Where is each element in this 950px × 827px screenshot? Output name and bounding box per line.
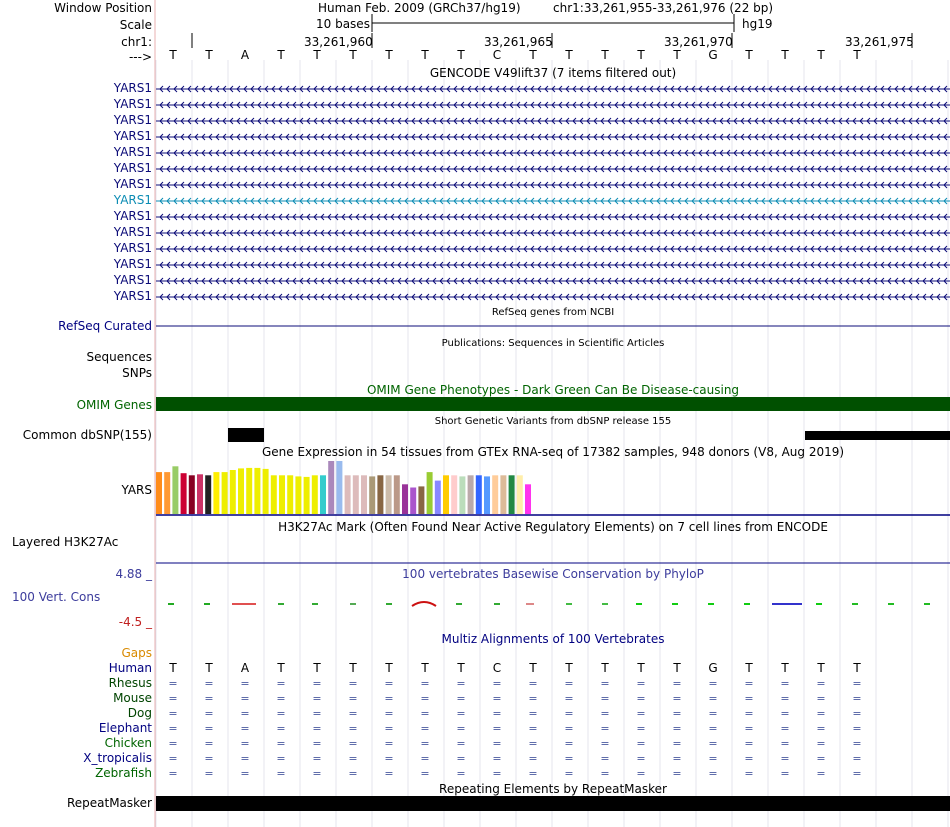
base-letter: T: [565, 48, 573, 62]
gtex-tissue-bar: [353, 475, 359, 514]
alignment-match: =: [456, 767, 466, 780]
gtex-tissue-bar: [156, 472, 162, 514]
alignment-match: =: [420, 767, 430, 780]
alignment-match: =: [204, 692, 214, 705]
alignment-match: =: [276, 752, 286, 765]
alignment-match: =: [744, 722, 754, 735]
gtex-tissue-bar: [181, 473, 187, 514]
conservation-title[interactable]: 100 vertebrates Basewise Conservation by PhyloP: [402, 567, 704, 581]
alignment-match: =: [312, 752, 322, 765]
base-letter: T: [637, 48, 645, 62]
alignment-match: =: [636, 707, 646, 720]
gtex-tissue-bar: [279, 475, 285, 514]
species-label: Elephant: [98, 721, 152, 735]
base-letter: G: [708, 48, 718, 62]
alignment-match: =: [780, 752, 790, 765]
scale-label: Scale: [119, 18, 152, 32]
alignment-match: =: [276, 722, 286, 735]
base-letter: T: [385, 48, 393, 62]
species-label: Chicken: [104, 736, 152, 750]
alignment-match: =: [636, 737, 646, 750]
gtex-tissue-bar: [164, 472, 170, 514]
species-label: Dog: [127, 706, 152, 720]
alignment-match: =: [528, 767, 538, 780]
gencode-item-label[interactable]: YARS1: [113, 193, 152, 207]
base-letter: A: [240, 48, 250, 62]
human-label: Human: [108, 661, 152, 675]
h3k27ac-title[interactable]: H3K27Ac Mark (Often Found Near Active Regulatory Elements) on 7 cell lines from ENCODE: [278, 520, 828, 534]
alignment-match: =: [204, 752, 214, 765]
repeatmasker-bar: [156, 796, 950, 811]
gtex-tissue-bar: [443, 475, 449, 514]
alignment-match: =: [672, 767, 682, 780]
alignment-match: =: [636, 722, 646, 735]
gtex-tissue-bar: [230, 470, 236, 514]
alignment-match: =: [672, 692, 682, 705]
human-base: A: [240, 661, 250, 675]
human-base: T: [637, 661, 645, 675]
gtex-tissue-bar: [238, 468, 244, 514]
alignment-match: =: [528, 707, 538, 720]
gtex-tissue-bar: [271, 475, 277, 514]
gtex-tissue-bar: [468, 475, 474, 514]
human-base: T: [529, 661, 537, 675]
gtex-tissue-bar: [361, 475, 367, 514]
alignment-match: =: [168, 752, 178, 765]
alignment-match: =: [312, 722, 322, 735]
alignment-match: =: [816, 722, 826, 735]
conservation-min: -4.5 _: [118, 615, 152, 629]
alignment-match: =: [600, 692, 610, 705]
alignment-match: =: [780, 707, 790, 720]
gtex-tissue-bar: [246, 468, 252, 514]
alignment-match: =: [420, 752, 430, 765]
base-letter: T: [745, 48, 753, 62]
base-letter: T: [205, 48, 213, 62]
publications-sequences-label[interactable]: Sequences: [86, 350, 152, 364]
gtex-tissue-bar: [312, 475, 318, 514]
gtex-tissue-bar: [484, 476, 490, 514]
alignment-match: =: [276, 767, 286, 780]
alignment-match: =: [240, 707, 250, 720]
coord-label: 33,261,970: [664, 35, 733, 49]
human-base: T: [385, 661, 393, 675]
species-label: Mouse: [113, 691, 152, 705]
alignment-match: =: [240, 722, 250, 735]
human-base: T: [565, 661, 573, 675]
publications-snps-label[interactable]: SNPs: [122, 366, 152, 380]
gtex-tissue-bar: [263, 469, 269, 514]
repeatmasker-label[interactable]: RepeatMasker: [66, 796, 152, 810]
human-base: T: [745, 661, 753, 675]
alignment-match: =: [672, 707, 682, 720]
alignment-match: =: [564, 767, 574, 780]
alignment-match: =: [852, 677, 862, 690]
alignment-match: =: [708, 722, 718, 735]
omim-title[interactable]: OMIM Gene Phenotypes - Dark Green Can Be Disease-causing: [366, 383, 740, 397]
alignment-match: =: [456, 722, 466, 735]
alignment-match: =: [852, 692, 862, 705]
alignment-match: =: [312, 692, 322, 705]
alignment-match: =: [564, 752, 574, 765]
alignment-match: =: [600, 707, 610, 720]
alignment-match: =: [780, 692, 790, 705]
human-base: T: [313, 661, 321, 675]
alignment-match: =: [492, 752, 502, 765]
gencode-item-label[interactable]: YARS1: [113, 129, 152, 143]
gencode-item-label[interactable]: YARS1: [113, 161, 152, 175]
alignment-match: =: [744, 767, 754, 780]
alignment-match: =: [744, 692, 754, 705]
gtex-tissue-bar: [386, 475, 392, 514]
window-position-label: Window Position: [54, 1, 152, 15]
alignment-match: =: [816, 677, 826, 690]
alignment-match: =: [168, 677, 178, 690]
gencode-item-label[interactable]: YARS1: [113, 97, 152, 111]
alignment-match: =: [276, 707, 286, 720]
gtex-label[interactable]: YARS: [121, 483, 152, 497]
gtex-tissue-bar: [345, 475, 351, 514]
alignment-match: =: [384, 752, 394, 765]
alignment-match: =: [816, 737, 826, 750]
alignment-match: =: [708, 677, 718, 690]
alignment-match: =: [852, 722, 862, 735]
gtex-title[interactable]: Gene Expression in 54 tissues from GTEx RNA-seq of 17382 samples, 948 donors (V8, Aug 2019): [261, 445, 845, 459]
alignment-match: =: [384, 767, 394, 780]
alignment-match: =: [564, 677, 574, 690]
alignment-match: =: [600, 752, 610, 765]
refseq-title[interactable]: RefSeq genes from NCBI: [491, 307, 615, 318]
gtex-tissue-bar: [254, 468, 260, 514]
alignment-match: =: [852, 737, 862, 750]
human-base: T: [781, 661, 789, 675]
alignment-match: =: [816, 752, 826, 765]
phylop-mark: [412, 602, 436, 606]
alignment-match: =: [168, 722, 178, 735]
gtex-tissue-bar: [451, 475, 457, 514]
alignment-match: =: [600, 677, 610, 690]
gtex-tissue-bar: [213, 472, 219, 514]
gtex-tissue-bar: [369, 476, 375, 514]
human-base: T: [853, 661, 861, 675]
alignment-match: =: [240, 737, 250, 750]
alignment-match: =: [564, 692, 574, 705]
alignment-match: =: [384, 707, 394, 720]
coord-label: 33,261,965: [484, 35, 553, 49]
gencode-item-label[interactable]: YARS1: [113, 289, 152, 303]
base-letter: T: [457, 48, 465, 62]
alignment-match: =: [528, 722, 538, 735]
base-letter: T: [169, 48, 177, 62]
alignment-match: =: [492, 707, 502, 720]
alignment-match: =: [816, 767, 826, 780]
gtex-tissue-bar: [410, 488, 416, 515]
gtex-tissue-bar: [287, 475, 293, 514]
alignment-match: =: [708, 737, 718, 750]
dbsnp-variant: [228, 428, 264, 442]
gtex-tissue-bar: [418, 486, 424, 514]
alignment-match: =: [276, 677, 286, 690]
gtex-tissue-bar: [476, 475, 482, 514]
gencode-item-label[interactable]: YARS1: [113, 273, 152, 287]
omim-label[interactable]: OMIM Genes: [76, 398, 152, 412]
phylop-marks: [168, 602, 930, 606]
gencode-item-label[interactable]: YARS1: [113, 145, 152, 159]
alignment-match: =: [672, 722, 682, 735]
alignment-match: =: [456, 707, 466, 720]
alignment-match: =: [420, 692, 430, 705]
alignment-match: =: [564, 737, 574, 750]
scale-text: 10 bases: [316, 17, 370, 31]
dbsnp-title[interactable]: Short Genetic Variants from dbSNP release 155: [434, 416, 672, 427]
alignment-match: =: [708, 767, 718, 780]
alignment-match: =: [420, 737, 430, 750]
alignment-match: =: [564, 707, 574, 720]
alignment-match: =: [420, 722, 430, 735]
species-label: Rhesus: [108, 676, 152, 690]
gaps-label: Gaps: [121, 646, 152, 660]
gencode-title[interactable]: GENCODE V49lift37 (7 items filtered out): [429, 66, 677, 80]
alignment-match: =: [528, 692, 538, 705]
multiz-title[interactable]: Multiz Alignments of 100 Vertebrates: [441, 632, 665, 646]
alignment-match: =: [780, 767, 790, 780]
alignment-match: =: [492, 677, 502, 690]
alignment-match: =: [348, 752, 358, 765]
gencode-transcripts: [156, 86, 950, 300]
gencode-item-label[interactable]: YARS1: [113, 81, 152, 95]
alignment-match: =: [456, 692, 466, 705]
base-letter: T: [781, 48, 789, 62]
alignment-match: =: [168, 707, 178, 720]
gtex-tissue-bar: [435, 481, 441, 514]
gtex-tissue-bar: [459, 476, 465, 514]
gencode-item-label[interactable]: YARS1: [113, 241, 152, 255]
alignment-match: =: [636, 767, 646, 780]
alignment-match: =: [528, 752, 538, 765]
alignment-match: =: [168, 692, 178, 705]
gtex-tissue-bar: [492, 475, 498, 514]
gtex-tissue-bar: [525, 484, 531, 514]
alignment-match: =: [348, 707, 358, 720]
alignment-match: =: [636, 677, 646, 690]
human-base: T: [277, 661, 285, 675]
alignment-match: =: [456, 737, 466, 750]
species-label: X_tropicalis: [83, 751, 152, 765]
alignment-match: =: [384, 722, 394, 735]
gtex-tissue-bar: [304, 477, 310, 514]
gtex-tissue-bar: [222, 472, 228, 514]
alignment-match: =: [852, 707, 862, 720]
base-letter: T: [277, 48, 285, 62]
dbsnp-variant: [805, 431, 950, 440]
base-letter: T: [673, 48, 681, 62]
alignment-match: =: [312, 737, 322, 750]
alignment-match: =: [348, 692, 358, 705]
alignment-match: =: [312, 767, 322, 780]
human-base: C: [492, 661, 502, 675]
alignment-match: =: [312, 677, 322, 690]
alignment-match: =: [528, 737, 538, 750]
alignment-match: =: [312, 707, 322, 720]
gencode-item-label[interactable]: YARS1: [113, 113, 152, 127]
alignment-match: =: [204, 737, 214, 750]
alignment-match: =: [420, 677, 430, 690]
gencode-item-label[interactable]: YARS1: [113, 257, 152, 271]
alignment-match: =: [240, 692, 250, 705]
alignment-match: =: [240, 752, 250, 765]
alignment-match: =: [204, 677, 214, 690]
alignment-match: =: [240, 677, 250, 690]
coord-label: 33,261,975: [845, 35, 914, 49]
alignment-match: =: [600, 737, 610, 750]
human-base: T: [169, 661, 177, 675]
alignment-match: =: [816, 707, 826, 720]
conservation-label[interactable]: 100 Vert. Cons: [12, 590, 101, 604]
alignment-match: =: [384, 692, 394, 705]
alignment-match: =: [600, 767, 610, 780]
alignment-match: =: [528, 677, 538, 690]
alignment-match: =: [348, 737, 358, 750]
dbsnp-label[interactable]: Common dbSNP(155): [22, 428, 152, 442]
alignment-match: =: [204, 722, 214, 735]
alignment-match: =: [780, 677, 790, 690]
base-letter: T: [349, 48, 357, 62]
alignment-match: =: [852, 767, 862, 780]
assembly-title: Human Feb. 2009 (GRCh37/hg19): [318, 1, 521, 15]
alignment-match: =: [672, 737, 682, 750]
alignment-match: =: [492, 767, 502, 780]
gtex-tissue-bar: [402, 484, 408, 514]
alignment-match: =: [456, 752, 466, 765]
base-letter: T: [853, 48, 861, 62]
alignment-match: =: [348, 677, 358, 690]
alignment-match: =: [636, 752, 646, 765]
human-base: T: [421, 661, 429, 675]
alignment-match: =: [708, 692, 718, 705]
alignment-match: =: [492, 692, 502, 705]
alignment-match: =: [384, 737, 394, 750]
base-letter: T: [421, 48, 429, 62]
strand-label: --->: [128, 50, 152, 64]
alignment-match: =: [384, 677, 394, 690]
alignment-match: =: [816, 692, 826, 705]
gtex-tissue-bar: [295, 476, 301, 514]
alignment-match: =: [672, 752, 682, 765]
base-letter: C: [492, 48, 502, 62]
publications-title[interactable]: Publications: Sequences in Scientific Articles: [441, 338, 665, 349]
alignment-match: =: [744, 707, 754, 720]
alignment-match: =: [600, 722, 610, 735]
gtex-tissue-bar: [172, 466, 178, 514]
gtex-tissue-bar: [336, 461, 342, 514]
conservation-max: 4.88 _: [115, 567, 152, 581]
omim-bar: [156, 397, 950, 411]
h3k27ac-label[interactable]: Layered H3K27Ac: [12, 535, 119, 549]
base-letter: T: [529, 48, 537, 62]
alignment-match: =: [204, 707, 214, 720]
human-base: T: [349, 661, 357, 675]
gtex-tissue-bar: [517, 475, 523, 514]
gtex-tissue-bar: [328, 461, 334, 514]
db-name: hg19: [742, 17, 773, 31]
coord-label: 33,261,960: [304, 35, 373, 49]
gtex-tissue-bar: [500, 475, 506, 514]
human-base: G: [708, 661, 718, 675]
gencode-item-label[interactable]: YARS1: [113, 177, 152, 191]
alignment-match: =: [672, 677, 682, 690]
gtex-tissue-bar: [394, 475, 400, 514]
human-base: T: [817, 661, 825, 675]
base-letter: T: [817, 48, 825, 62]
alignment-match: =: [348, 767, 358, 780]
gtex-tissue-bar: [377, 475, 383, 514]
gtex-tissue-bar: [205, 475, 211, 514]
gtex-bars: [156, 461, 531, 514]
alignment-match: =: [492, 737, 502, 750]
base-letter: T: [313, 48, 321, 62]
base-letter: T: [601, 48, 609, 62]
alignment-match: =: [852, 752, 862, 765]
alignment-match: =: [456, 677, 466, 690]
alignment-match: =: [420, 707, 430, 720]
alignment-match: =: [744, 752, 754, 765]
alignment-match: =: [636, 692, 646, 705]
alignment-match: =: [708, 752, 718, 765]
human-base: T: [673, 661, 681, 675]
chrom-label: chr1:: [121, 35, 152, 49]
alignment-match: =: [276, 737, 286, 750]
alignment-match: =: [780, 737, 790, 750]
alignment-match: =: [168, 767, 178, 780]
alignment-match: =: [744, 677, 754, 690]
alignment-match: =: [348, 722, 358, 735]
alignment-match: =: [744, 737, 754, 750]
alignment-match: =: [708, 707, 718, 720]
alignment-match: =: [780, 722, 790, 735]
human-base: T: [457, 661, 465, 675]
alignment-match: =: [168, 737, 178, 750]
gtex-tissue-bar: [197, 474, 203, 514]
alignment-match: =: [564, 722, 574, 735]
gencode-item-label[interactable]: YARS1: [113, 209, 152, 223]
gencode-item-label[interactable]: YARS1: [113, 225, 152, 239]
alignment-match: =: [276, 692, 286, 705]
refseq-label[interactable]: RefSeq Curated: [58, 319, 152, 333]
human-base: T: [205, 661, 213, 675]
position-readout: chr1:33,261,955-33,261,976 (22 bp): [553, 1, 774, 15]
gtex-tissue-bar: [427, 472, 433, 514]
alignment-match: =: [240, 767, 250, 780]
human-base: T: [601, 661, 609, 675]
species-label: Zebrafish: [95, 766, 152, 780]
alignment-match: =: [204, 767, 214, 780]
gtex-tissue-bar: [509, 475, 515, 514]
gtex-tissue-bar: [189, 475, 195, 514]
alignment-match: =: [492, 722, 502, 735]
gtex-tissue-bar: [320, 475, 326, 514]
repeatmasker-title[interactable]: Repeating Elements by RepeatMasker: [439, 782, 667, 796]
